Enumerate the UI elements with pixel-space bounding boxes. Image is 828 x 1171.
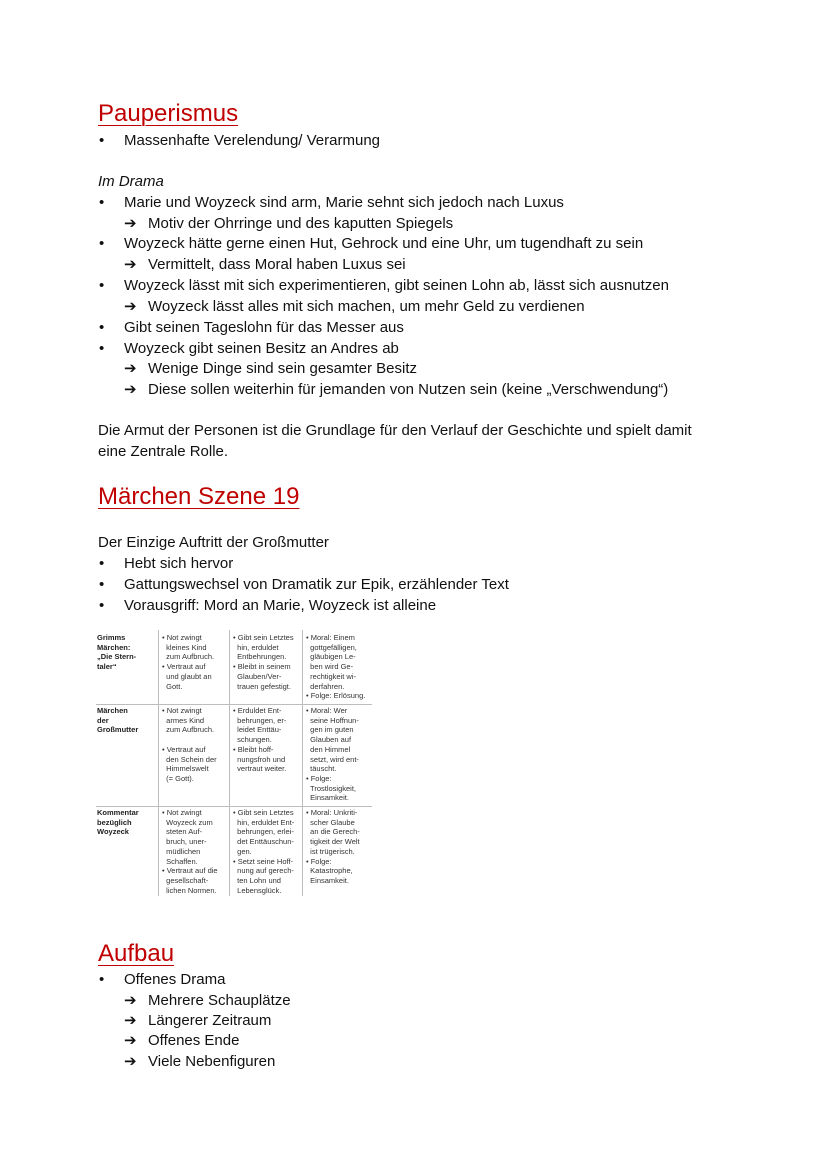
table-row	[96, 808, 372, 896]
bullet-text: Marie und Woyzeck sind arm, Marie sehnt sich jedoch nach Luxus	[124, 194, 564, 211]
arrow-right-icon: ➔	[124, 360, 137, 377]
conclusion-line: eine Zentrale Rolle.	[98, 443, 229, 460]
table-cell: • Not zwingt armes Kind zum Aufbruch. • Vertraut auf den Schein der Himmelswelt (= Gott).	[162, 706, 217, 783]
arrow-text: Vermittelt, dass Moral haben Luxus sei	[148, 256, 406, 273]
subheading-im-drama: Im Drama	[98, 173, 164, 190]
bullet-text: Gibt seinen Tageslohn für das Messer aus	[124, 319, 404, 336]
intro-line: Der Einzige Auftritt der Großmutter	[98, 534, 329, 551]
bullet-text: Massenhafte Verelendung/ Verarmung	[124, 132, 381, 149]
arrow-text: Viele Nebenfiguren	[148, 1053, 276, 1070]
heading-aufbau: Aufbau	[98, 940, 175, 967]
table-cell: • Not zwingt kleines Kind zum Aufbruch. • Vertraut auf und glaubt an Gott.	[162, 633, 215, 691]
arrow-right-icon: ➔	[124, 298, 137, 315]
bullet-text: Woyzeck hätte gerne einen Hut, Gehrock und eine Uhr, um tugendhaft zu sein	[124, 235, 644, 252]
bullet-icon: •	[99, 576, 105, 593]
bullet-icon: •	[99, 597, 105, 614]
table-row	[96, 706, 372, 806]
row-divider	[96, 704, 372, 705]
bullet-icon: •	[99, 194, 105, 211]
arrow-text: Längerer Zeitraum	[148, 1012, 272, 1029]
arrow-text: Diese sollen weiterhin für jemanden von Nutzen sein (keine „Verschwendung“)	[148, 381, 669, 398]
bullet-text: Hebt sich hervor	[124, 555, 234, 572]
bullet-text: Offenes Drama	[124, 971, 226, 988]
table-cell: • Gibt sein Letztes hin, erduldet Ent- behrungen, erlei- det Enttäuschun- gen. • Setzt seine Hoff- nung auf gerech- ten Lohn und Lebensglück.	[233, 808, 295, 895]
arrow-right-icon: ➔	[124, 215, 137, 232]
bullet-icon: •	[99, 319, 105, 336]
comparison-table	[96, 630, 372, 896]
bullet-text: Woyzeck gibt seinen Besitz an Andres ab	[124, 340, 399, 357]
heading-maerchen-szene-19: Märchen Szene 19	[98, 483, 300, 510]
heading-pauperismus: Pauperismus	[98, 100, 239, 127]
table-cell: • Not zwingt Woyzeck zum steten Auf- bruch, uner- müdlichen Schaffen. • Vertraut auf die gesellschaft- lichen Normen.	[162, 808, 218, 895]
arrow-right-icon: ➔	[124, 381, 137, 398]
arrow-text: Motiv der Ohrringe und des kaputten Spiegels	[148, 215, 454, 232]
arrow-right-icon: ➔	[124, 1012, 137, 1029]
bullet-icon: •	[99, 555, 105, 572]
arrow-right-icon: ➔	[124, 1032, 137, 1049]
table-cell: • Moral: Wer seine Hoffnun- gen im guten Glauben auf den Himmel setzt, wird ent- täuscht. • Folge: Trostlosigkeit, Einsamkeit.	[306, 706, 359, 803]
bullet-text: Vorausgriff: Mord an Marie, Woyzeck ist alleine	[124, 597, 437, 614]
table-cell: • Gibt sein Letztes hin, erduldet Entbehrungen. • Bleibt in seinem Glauben/Ver- trauen gefestigt.	[233, 633, 294, 691]
bullet-text: Woyzeck lässt mit sich experimentieren, gibt seinen Lohn ab, lässt sich ausnutzen	[124, 277, 669, 294]
arrow-right-icon: ➔	[124, 1053, 137, 1070]
arrow-text: Offenes Ende	[148, 1032, 240, 1049]
arrow-right-icon: ➔	[124, 256, 137, 273]
table-row-header: Kommentar bezüglich Woyzeck	[97, 808, 139, 837]
table-row	[96, 633, 372, 703]
row-divider	[96, 806, 372, 807]
arrow-right-icon: ➔	[124, 992, 137, 1009]
bullet-icon: •	[99, 277, 105, 294]
bullet-text: Gattungswechsel von Dramatik zur Epik, erzählender Text	[124, 576, 509, 593]
conclusion-line: Die Armut der Personen ist die Grundlage für den Verlauf der Geschichte und spielt damit	[98, 422, 692, 439]
arrow-text: Woyzeck lässt alles mit sich machen, um mehr Geld zu verdienen	[148, 298, 585, 315]
table-row-header: Grimms Märchen: „Die Stern- taler“	[97, 633, 137, 672]
arrow-text: Wenige Dinge sind sein gesamter Besitz	[148, 360, 418, 377]
bullet-icon: •	[99, 340, 105, 357]
table-cell: • Moral: Unkriti- scher Glaube an die Gerech- tigkeit der Welt ist trügerisch. • Folge: Katastrophe, Einsamkeit.	[306, 808, 360, 885]
table-row-header: Märchen der Großmutter	[97, 706, 139, 735]
arrow-text: Mehrere Schauplätze	[148, 992, 291, 1009]
table-cell: • Moral: Einem gottgefälligen, gläubigen Le- ben wird Ge- rechtigkeit wi- derfahren. • Folge: Erlösung.	[306, 633, 366, 701]
table-cell: • Erduldet Ent- behrungen, er- leidet Enttäu- schungen. • Bleibt hoff- nungsfroh und vertraut weiter.	[233, 706, 287, 774]
bullet-icon: •	[99, 235, 105, 252]
bullet-icon: •	[99, 971, 105, 988]
bullet-icon: •	[99, 132, 105, 149]
